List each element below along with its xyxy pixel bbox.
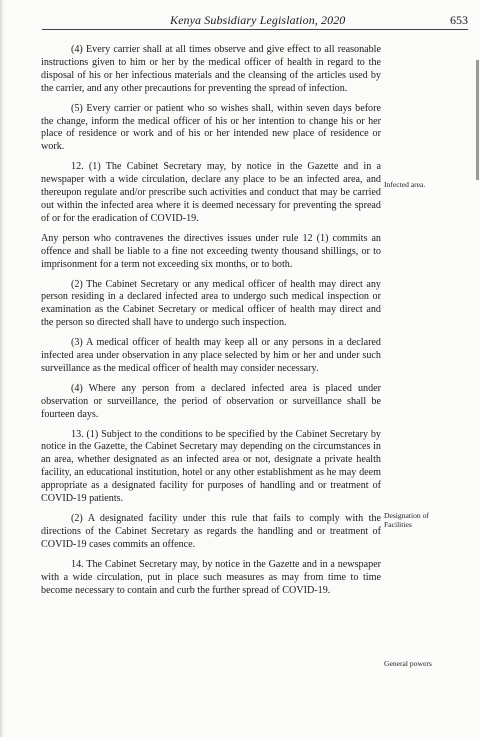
paragraph-rule-12-2: (2) The Cabinet Secretary or any medical officer of health may direct any person residing in a declared infected area to undergo such medical inspection or examination as the Cabinet Secretary or medical officer of health may direct and the person so directed shall have to undergo such inspection. <box>41 278 381 329</box>
margin-note-designation-line2: Facilities <box>384 520 412 529</box>
page-number: 653 <box>450 13 468 27</box>
paragraph-carrier-residence-change: (5) Every carrier or patient who so wishes shall, within seven days before the change, inform the medical officer of his or her intention to change his or her place of residence or work and of his or her intended new place of residence or work. <box>41 102 381 153</box>
paragraph-rule-12-3: (3) A medical officer of health may keep all or any persons in a declared infected area under observation in any place selected by him or her and under such surveillance as the medical officer of health may consider necessary. <box>41 337 381 374</box>
margin-note-general-powers: General powers <box>384 659 432 668</box>
margin-note-designation <box>384 511 476 529</box>
paragraph-rule-13-2: (2) A designated facility under this rule that fails to comply with the directions of the Cabinet Secretary as regards the handling and or treatment of COVID-19 cases commits an offence. <box>41 513 381 550</box>
paragraph-rule-12-4: (4) Where any person from a declared infected area is placed under observation or surveillance, the period of observation or surveillance shall be fourteen days. <box>41 382 381 420</box>
header-rule <box>42 29 468 30</box>
paragraph-rule-12-1: 12. (1) The Cabinet Secretary may, by notice in the Gazette and in a newspaper with a wide circulation, declare any place to be an infected area, and thereupon regulate and/or prescribe such activities and conduct that may be carried out within the infected area where it is deemed necessary for preventing the spread of or for the eradication of COVID-19. <box>41 161 381 224</box>
margin-note-infected-area: Infected area. <box>384 180 426 189</box>
margin-note-designation-line1: Designation of <box>384 511 429 520</box>
paragraph-rule-13-1: 13. (1) Subject to the conditions to be specified by the Cabinet Secretary by notice in the Gazette, the Cabinet Secretary may depending on the circumstances in an area, whether designated as an infected area or not, designate a private health facility, an educational institution, hotel or any other establishment as he may deem appropriate as a designated facility for purposes of handling and or treatment of COVID-19 patients. <box>41 428 381 505</box>
page-edge-shadow <box>0 0 4 737</box>
margin-bar <box>476 60 479 180</box>
paragraph-offence-penalty: Any person who contravenes the directives issues under rule 12 (1) commits an offence and shall be liable to a fine not exceeding twenty thousand shillings, or to imprisonment for a term not exceeding six months, or to both. <box>41 232 381 270</box>
page-header <box>40 13 468 29</box>
body-text <box>41 44 381 597</box>
paragraph-carrier-instructions: (4) Every carrier shall at all times observe and give effect to all reasonable instructions given to him or her by the medical officer of health in regard to the disposal of his or her infectious materials and the cleansing of the articles used by the carrier, and any other precautions for preventing the spread of infection. <box>41 44 381 94</box>
paragraph-rule-14: 14. The Cabinet Secretary may, by notice in the Gazette and in a newspaper with a wide circulation, put in place such measures as may from time to time become necessary to contain and curb the further spread of COVID-19. <box>41 558 381 596</box>
running-title: Kenya Subsidiary Legislation, 2020 <box>170 13 346 27</box>
